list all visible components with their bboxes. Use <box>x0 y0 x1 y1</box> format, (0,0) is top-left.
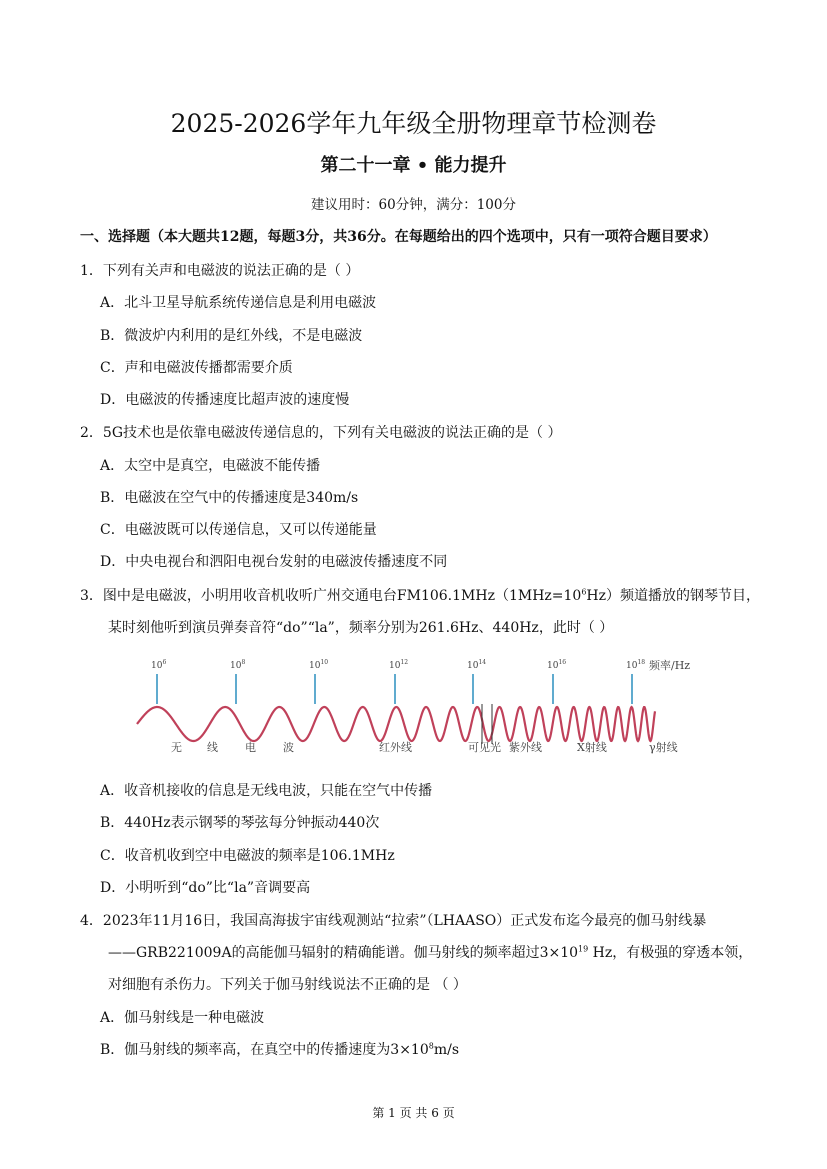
spectrum-tick-label-4: $10^{14}$ <box>467 659 487 671</box>
question-4-option-a: A．伽马射线是一种电磁波 <box>100 1010 265 1026</box>
question-4-option-b: B．伽马射线的频率高，在真空中的传播速度为$3\times 10^8m/s$ <box>100 1041 460 1058</box>
question-3-option-b: B．440Hz表示钢琴的琴弦每分钟振动440次 <box>100 815 380 831</box>
question-4-stem: 4．2023年11月16日，我国高海拔宇宙线观测站“拉索”（LHAASO）正式发布迄今最亮的伽马射线暴 <box>80 913 707 929</box>
spectrum-tick-label-3: $10^{12}$ <box>389 659 409 671</box>
time-info: 建议用时：60分钟，满分：100分 <box>311 197 516 213</box>
question-3-option-c: C．收音机收到空中电磁波的频率是106.1MHz <box>100 848 395 864</box>
spectrum-band-0: 无 <box>171 741 182 754</box>
frequency-axis-label: 频率/Hz <box>649 659 691 672</box>
question-1-option-a: A．北斗卫星导航系统传递信息是利用电磁波 <box>100 295 377 311</box>
question-1-option-c: C．声和电磁波传播都需要介质 <box>100 360 293 376</box>
question-4-stem-line2: ——GRB221009A的高能伽马辐射的精确能谱。伽马射线的频率超过$3\times 10^{19}$ Hz，有极强的穿透本领， <box>108 944 753 961</box>
spectrum-band-6: 紫外线 <box>509 741 542 754</box>
spectrum-band-8: γ射线 <box>649 741 678 754</box>
page-footer: 第 1 页 共 6 页 <box>372 1106 455 1120</box>
question-2-option-c: C．电磁波既可以传递信息，又可以传递能量 <box>100 522 377 538</box>
page-title: 2025-2026学年九年级全册物理章节检测卷 <box>170 109 657 138</box>
question-1-stem: 1．下列有关声和电磁波的说法正确的是（ ） <box>80 263 360 279</box>
spectrum-band-3: 波 <box>283 741 294 754</box>
spectrum-band-7: X射线 <box>577 741 607 754</box>
question-3-stem: 3．图中是电磁波，小明用收音机收听广州交通电台$FM106.1MHz(1MHz=10^6Hz)$频道播放的钢琴节目， <box>80 587 761 604</box>
section-heading: 一、选择题（本大题共12题，每题3分，共36分。在每题给出的四个选项中，只有一项符合题目要求） <box>80 229 717 245</box>
question-3-option-a: A．收音机接收的信息是无线电波，只能在空气中传播 <box>100 783 433 799</box>
question-3-option-d: D．小明听到“do”比“la”音调要高 <box>100 880 311 896</box>
spectrum-band-2: 电 <box>245 741 256 754</box>
question-4-stem-line3: 对细胞有杀伤力。下列关于伽马射线说法不正确的是 （ ） <box>108 977 467 993</box>
spectrum-wave <box>137 707 655 741</box>
spectrum-tick-label-2: $10^{10}$ <box>309 659 329 671</box>
question-3-stem-line2: 某时刻他听到演员弹奏音符“do”“la”，频率分别为261.6Hz、440Hz，此时（ ） <box>108 620 614 636</box>
spectrum-band-5: 可见光 <box>468 741 501 754</box>
question-2-option-b: B．电磁波在空气中的传播速度是340m/s <box>100 490 359 506</box>
spectrum-tick-label-0: $10^6$ <box>151 659 167 671</box>
spectrum-ticks <box>151 659 645 704</box>
spectrum-diagram <box>135 652 695 764</box>
page-subtitle: 第二十一章 • 能力提升 <box>320 155 507 176</box>
spectrum-tick-label-1: $10^8$ <box>230 659 246 671</box>
question-1-option-d: D．电磁波的传播速度比超声波的速度慢 <box>100 392 350 408</box>
spectrum-band-labels <box>171 740 678 754</box>
spectrum-band-4: 红外线 <box>379 741 412 754</box>
question-2-option-a: A．太空中是真空，电磁波不能传播 <box>100 458 321 474</box>
question-1-option-b: B．微波炉内利用的是红外线，不是电磁波 <box>100 328 363 344</box>
question-2-option-d: D．中央电视台和泗阳电视台发射的电磁波传播速度不同 <box>100 554 448 570</box>
spectrum-band-1: 线 <box>207 741 218 754</box>
spectrum-tick-label-5: $10^{16}$ <box>547 659 567 671</box>
spectrum-tick-label-6: $10^{18}$ <box>626 659 646 671</box>
question-2-stem: 2．5G技术也是依靠电磁波传递信息的，下列有关电磁波的说法正确的是（ ） <box>80 425 562 441</box>
